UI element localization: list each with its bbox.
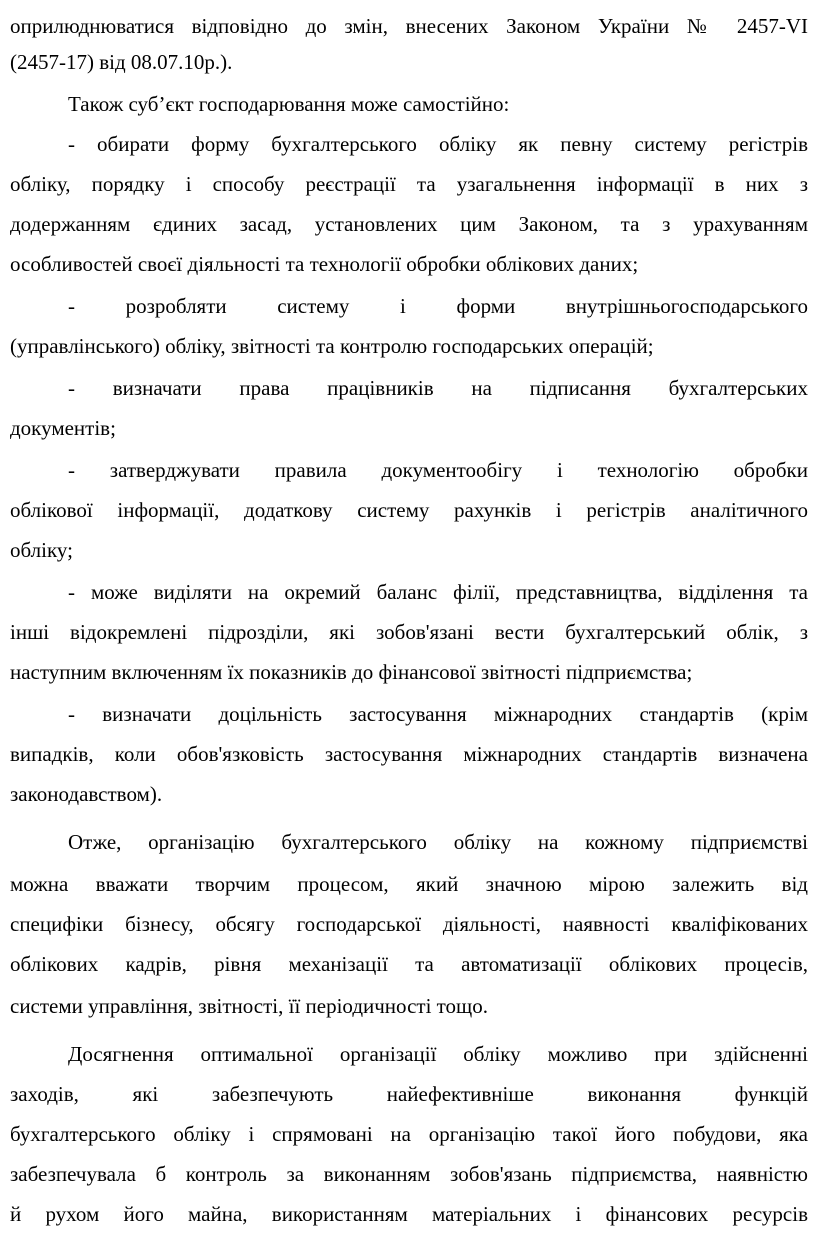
text-line: облікових кадрів, рівня механізації та автоматизації облікових процесів, <box>10 952 808 976</box>
text-line: - визначати доцільність застосування міжнародних стандартів (крім <box>68 702 808 726</box>
text-line: законодавством). <box>10 782 163 806</box>
text-line: бухгалтерського обліку і спрямовані на організацію такої його побудови, яка <box>10 1122 808 1146</box>
text-line: - розробляти систему і форми внутрішньогосподарського <box>68 294 808 318</box>
text-line: наступним включенням їх показників до фінансової звітності підприємства; <box>10 660 693 684</box>
text-line: (2457-17) від 08.07.10р.). <box>10 50 233 74</box>
text-line: заходів, які забезпечують найефективніше виконання функцій <box>10 1082 808 1106</box>
text-line: особливостей своєї діяльності та технології обробки облікових даних; <box>10 252 639 276</box>
text-line: Досягнення оптимальної організації обліку можливо при здійсненні <box>68 1042 808 1066</box>
text-line: - обирати форму бухгалтерського обліку як певну систему регістрів <box>68 132 808 156</box>
text-line: (управлінського) обліку, звітності та контролю господарських операцій; <box>10 334 654 358</box>
text-line: - затверджувати правила документообігу і технологію обробки <box>68 458 808 482</box>
text-line: обліку; <box>10 538 73 562</box>
text-line: обліку, порядку і способу реєстрації та узагальнення інформації в них з <box>10 172 808 196</box>
text-line: Також суб’єкт господарювання може самостійно: <box>68 92 510 116</box>
text-line: - може виділяти на окремий баланс філії, представництва, відділення та <box>68 580 808 604</box>
text-line: оприлюднюватися відповідно до змін, внесених Законом України № 2457-VI <box>10 14 808 38</box>
text-line: облікової інформації, додаткову систему рахунків і регістрів аналітичного <box>10 498 808 522</box>
text-line: додержанням єдиних засад, установлених цим Законом, та з урахуванням <box>10 212 808 236</box>
text-line: інші відокремлені підрозділи, які зобов'язані вести бухгалтерський облік, з <box>10 620 808 644</box>
text-line: - визначати права працівників на підписання бухгалтерських <box>68 376 808 400</box>
text-line: Отже, організацію бухгалтерського обліку на кожному підприємстві <box>68 830 808 854</box>
text-line: забезпечувала б контроль за виконанням зобов'язань підприємства, наявністю <box>10 1162 808 1186</box>
text-line: випадків, коли обов'язковість застосування міжнародних стандартів визначена <box>10 742 808 766</box>
text-line: специфіки бізнесу, обсягу господарської діяльності, наявності кваліфікованих <box>10 912 808 936</box>
text-line: системи управління, звітності, її періодичності тощо. <box>10 994 488 1018</box>
text-line: можна вважати творчим процесом, який значною мірою залежить від <box>10 872 808 896</box>
text-line: документів; <box>10 416 116 440</box>
text-line: й рухом його майна, використанням матеріальних і фінансових ресурсів <box>10 1202 808 1226</box>
